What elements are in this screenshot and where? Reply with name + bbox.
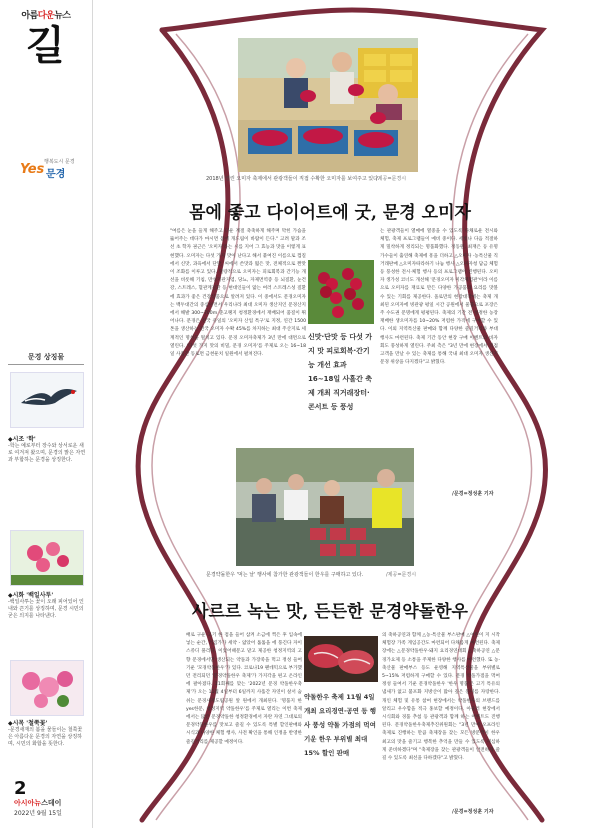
article-2-body-left: 배로 구운 고기 한 점을 들어 삼켜 소금에 찍은 후 입속에 넣는 순간, 거짐가가 세약 - 얇았어 툴툴을 에 풍긴다 자이스쥬디 풀리다. 이었어때문고 맡고 제공한 청정지역의 고향 문경에서만 생산되는 약돌과 가장죽을 먹고 정성 들여 기운 '모경약돌한우'가 있다. 코로나19 팬데믹으로 부가했던 전리되던 '문경약돌한우 축제'가 가지각을 편고 온라인에 팔아졌다. 11회째를 맞는 '2022년 문경 약돌한우축제'가 오는 11월 4일부터 6일까지 사흘간 자연이 살서 숨 쉬는 문경새재도립공원 앞 원에서 개최된다. '명품지 한 yes한문, 청정지역 약돌한우'를 주제로 열리는 이번 축제에서는 많은 문경약돌한 청정환경에서 자란 자연 그대로의 문경약돌한우를 맛보고 즐길 수 있도록 특별 할인판매와 시식과 다양한 체험 행사, 사전 확인을 통해 인정을 반영한 즐길거리를 제공할 예정이다. <box>186 633 302 745</box>
masthead-part1: 아름 <box>21 11 38 21</box>
flower-image <box>10 530 84 586</box>
crane-image <box>10 372 84 428</box>
hanwoo-beef-photo <box>304 636 378 682</box>
symbol-1-text: -학는 예로부터 장수와 상서로운 새로 여겨져 왔으며, 문경의 맑은 자연과 부합하는 문경을 상징한다. <box>8 443 86 463</box>
omija-berries-photo <box>308 260 374 324</box>
headline-2: 사르르 녹는 맛, 든든한 문경약돌한우 <box>192 602 468 622</box>
photo-caption-1: 2018년 열린 오미자 축제에서 관광객들이 직접 수확한 오미자를 보여주고 있다. <box>206 176 380 182</box>
city-logo <box>20 158 76 180</box>
byline-1: /문경=정성훈 기자 <box>452 491 494 497</box>
azalea-image <box>10 660 84 716</box>
symbol-2-title: ◆시화 '백일사투' <box>8 592 54 599</box>
article-2-callout: 약돌한우 축제 11월 4일 개최 요리경연·공연 등 행사 풍성 약돌 가점의 먹여 기운 한우 부위별 최대 15% 할인 판매 <box>304 693 377 757</box>
article-1-callout: 신맛·단맛 등 다섯 가지 맛 피로회복·간기능 개선 효과 16~18일 사흘간 축제 개최 직거래장터·콘서트 등 풍성 <box>308 333 373 411</box>
masthead-part3: 뉴스 <box>54 11 71 21</box>
article-1-body-left: "여름은 눈을 들게 해주고 더운 계절 축축하게 해주며 막힌 가슴을 뚫어주는 데다가 마시면 몸에 개드림이 바람이 든다." 고려 말과 조선 초 학자 권근은 '오미자'라는 시를 지어 그 효능과 맛을 이렇게 표현했다. 오미자는 다섯 가지 맛이 난다고 해서 붙여진 이름으로 껍질에서 신맛, 과육에서 단맛, 씨에서 쓴맛과 떫은 맛, 전체적으로 짠맛이 조화를 이루고 있다. 열량적으로 오미자는 피로회복과 간기능 개선을 비롯해 기침, 만성기관지염, 당뇨, 자제면역증 등 뇌질환, 눈건강, 스트레스, 혈관계질환 등 현대인들이 앓는 여러 스트레스성 질환에 효과가 좋은 건강식품으로 알려져 있다. 이 중에서도 문경오미자는 백두대간의 중심이면서 우리나라 최대 오미자 생산지인 문경산지에서 해발 300~700m 준고랭지 청정환경에서 재배되어 품질이 뛰어나다. 문경은 전국 유일의 '오미자 산업 특구'로 지정, 연간 1500톤을 생산하는 전국 오미자 수확 45%를 차지하는 최대 주산지로 세계적인 명성을 떨치고 있다. 문경 오미자축제가 3년 만에 대면으로 열린다. '다섯 가지 맛의 비밀, 문경 오미자'를 주제로 오는 16~18일 사흘간 동로면 금천둔치 일원에서 펼쳐진다. <box>170 229 306 358</box>
divider <box>8 364 84 365</box>
symbol-1-title: ◆시조 '학' <box>8 436 36 443</box>
masthead-title <box>6 8 86 21</box>
left-sidebar <box>0 0 93 828</box>
paper-name <box>14 798 61 808</box>
photo-credit-2: /제공=문경시 <box>386 572 417 578</box>
page-number: 2 <box>14 778 27 799</box>
photo-credit-1: /제공=문경시 <box>376 176 407 182</box>
paper-name-red: 아시아뉴 <box>14 799 42 807</box>
article-2-body-right: 의 축하공연과 함께 △농·특산물 부스판매 △어린이 지 시작 체험장 가족 게임공간도 마련되어 다채롭게 마련된다. 축제장에는 △문경약돌한우·돼지 요리경연대회 △축하공연 △문경가요제 등 소통을 주제한 다양한 행사를 마련했다. 또 농·축산물 판매부스 등도 운영해 지역특산물을 부위별로 5~15% 저렴하게 구매할 수 있다. 문경 약돌가점을 먹여 정성 들여서 기운 문경약돌한우 '한우 명품'은 고기 특유의 냄새가 없고 불포화 지방산이 많아 깊은 풍미를 자랑한다. 개인 체험 및 유통 참여 현장에서는 약돌한우의 브랜드를 알리고 우수함을 적극 홍보할 예정이다. 아울러 현장에서 시식회와 경품 추첨 등 관광객과 함께 하는 이벤트도 진행된다. 문경약돌한우축제추진위원회는 "3년 만에 오프라인 축제로 진행하는 만큼 축제장을 찾는 모든 방문객이 한우 최고의 맛을 즐기고 행복한 추억을 만들 수 있도록 세심하게 준비하겠다"며 "축제장을 찾는 관광객들이 안전하게 즐길 수 있도록 최선을 다하겠다"고 밝혔다. <box>382 633 500 762</box>
headline-1: 몸에 좋고 다이어트에 굿, 문경 오미자 <box>189 203 471 223</box>
city-name: 문경 <box>46 169 66 180</box>
byline-2: /문경=정성훈 기자 <box>452 809 494 815</box>
symbols-section-title: 문경 상징물 <box>27 353 65 361</box>
city-slogan: 행복도시 문경 <box>44 159 75 165</box>
symbol-3-text: -문경새재의 봄을 물들이는 철쭉꽃은 아름다운 문경의 자연을 상징하며, 시민의 화합을 뜻한다. <box>8 727 83 747</box>
symbol-3-title: ◆시목 '철쭉꽃' <box>8 720 48 727</box>
issue-date: 2022년 9월 15일 <box>14 810 62 817</box>
omija-festival-photo <box>238 38 418 172</box>
article-1-body-right: 는 관광객들이 열매에 열중을 수 있도록 다채로운 전시와 체험, 축제 프로그램들이 예비 중이다. 세빛나 다음 적절하게 밀착하게 정리되는 명품화했다. 정동원, 최재은 등 유명가수들이 출연해 축제에 흥을 더하고 △오미자 ·농특산물 직거래판매 △오미자따라하기 나눔 행사 △오미자청 담금 체험 등 풍성한 전시·체험 행사 등의 프로그램이 진행된다. 오미자 생가성 코너도 개선해 '문경오미자 미각체험관'이라 이름으로 오미자를 재료로 만든 다양한 가공품과 요리를 맛볼 수 있는 기회를 제공한다. 올로만의 현장대작에는 축제 개최된 오미자에 빙관광 평일 시간 공원에서 물품으로 포장은 주 수도권 문명에게 평평된다. 축제의 기간 전 청정한 농장 재배한 생오미자를 10~20% 저렴한 가격에 구매할 수 있다. 이외 지역특산물 판매와 함께 다양한 즐길거리와 부대행사도 마련된다. 축제 기간 동안 현장 구매 이벤트와 바자회도 풍성하게 열린다. 주최 측은 "3년 만에 현장에서 직접 고객을 만날 수 있는 축제를 통해 국내 최대 오미자 생산지 문경 위상을 다지겠다"고 밝혔다. <box>380 229 498 366</box>
title-glyph: 길 <box>26 22 65 69</box>
masthead-part2: 다운 <box>37 11 55 21</box>
paper-name-rest: 스데이 <box>41 799 62 807</box>
symbol-2-text: -백일사투는 꽃이 오래 피어있어 인내와 끈기를 상징하며, 문경 시민의 굳은 의지를 나타낸다. <box>8 599 84 619</box>
hanwoo-festival-photo <box>236 448 414 566</box>
photo-caption-2: 문경약돌한우 '먹는 날' 행사에 참가한 관광객들이 한우를 구매하고 있다. <box>206 572 364 578</box>
city-yes-mark: Yes <box>20 162 45 177</box>
